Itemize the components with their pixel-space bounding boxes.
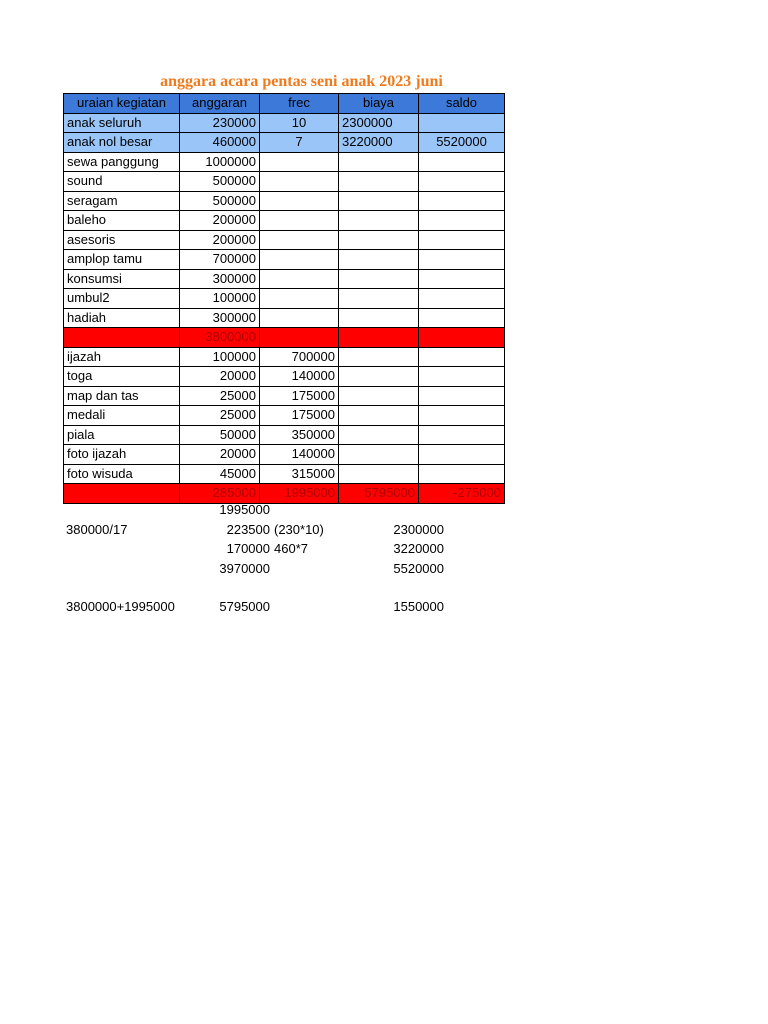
cell-biaya[interactable] bbox=[339, 250, 419, 270]
header-cell[interactable]: uraian kegiatan bbox=[64, 94, 180, 114]
cell-name[interactable]: anak seluruh bbox=[64, 113, 180, 133]
cell-anggaran[interactable]: 700000 bbox=[180, 250, 260, 270]
cell-saldo[interactable]: -275000 bbox=[419, 484, 505, 504]
cell-name[interactable]: ijazah bbox=[64, 347, 180, 367]
cell-saldo[interactable] bbox=[419, 113, 505, 133]
table-row bbox=[64, 386, 505, 406]
cell-anggaran[interactable]: 20000 bbox=[180, 445, 260, 465]
cell-saldo[interactable] bbox=[419, 328, 505, 348]
cell-saldo[interactable] bbox=[419, 406, 505, 426]
cell-anggaran[interactable]: 50000 bbox=[180, 425, 260, 445]
table-row bbox=[64, 250, 505, 270]
table-row bbox=[64, 133, 505, 153]
table-row bbox=[64, 211, 505, 231]
cell-name[interactable]: konsumsi bbox=[64, 269, 180, 289]
table-row bbox=[64, 464, 505, 484]
cell-name[interactable]: baleho bbox=[64, 211, 180, 231]
cell-biaya[interactable] bbox=[339, 308, 419, 328]
cell-saldo[interactable] bbox=[419, 191, 505, 211]
cell-biaya[interactable] bbox=[339, 445, 419, 465]
cell-saldo[interactable] bbox=[419, 308, 505, 328]
cell-biaya[interactable] bbox=[339, 289, 419, 309]
cell-frec[interactable] bbox=[260, 230, 339, 250]
cell-anggaran[interactable]: 285000 bbox=[180, 484, 260, 504]
cell-frec[interactable]: 175000 bbox=[260, 406, 339, 426]
cell-frec[interactable] bbox=[260, 152, 339, 172]
cell-frec[interactable]: 1995000 bbox=[260, 484, 339, 504]
cell-anggaran[interactable]: 3800000 bbox=[180, 328, 260, 348]
cell-name[interactable]: seragam bbox=[64, 191, 180, 211]
cell-anggaran[interactable]: 300000 bbox=[180, 269, 260, 289]
cell-frec[interactable]: 10 bbox=[260, 113, 339, 133]
header-cell[interactable]: anggaran bbox=[180, 94, 260, 114]
cell-name[interactable]: anak nol besar bbox=[64, 133, 180, 153]
note-cell: 2300000 bbox=[393, 522, 444, 537]
cell-biaya[interactable]: 5795000 bbox=[339, 484, 419, 504]
cell-biaya[interactable] bbox=[339, 328, 419, 348]
cell-anggaran[interactable]: 100000 bbox=[180, 289, 260, 309]
cell-name[interactable]: sewa panggung bbox=[64, 152, 180, 172]
cell-frec[interactable]: 700000 bbox=[260, 347, 339, 367]
cell-frec[interactable] bbox=[260, 328, 339, 348]
cell-anggaran[interactable]: 200000 bbox=[180, 211, 260, 231]
note-cell: 1995000 bbox=[219, 502, 270, 517]
cell-anggaran[interactable]: 500000 bbox=[180, 172, 260, 192]
cell-frec[interactable]: 7 bbox=[260, 133, 339, 153]
cell-frec[interactable] bbox=[260, 191, 339, 211]
cell-biaya[interactable] bbox=[339, 386, 419, 406]
cell-saldo[interactable] bbox=[419, 347, 505, 367]
cell-biaya[interactable] bbox=[339, 347, 419, 367]
note-cell: 5795000 bbox=[219, 599, 270, 614]
table-row bbox=[64, 425, 505, 445]
cell-frec[interactable]: 315000 bbox=[260, 464, 339, 484]
note-cell: 3970000 bbox=[219, 561, 270, 576]
table-row bbox=[64, 172, 505, 192]
budget-table bbox=[63, 93, 505, 504]
cell-name[interactable]: umbul2 bbox=[64, 289, 180, 309]
cell-saldo[interactable] bbox=[419, 386, 505, 406]
cell-frec[interactable]: 140000 bbox=[260, 367, 339, 387]
cell-biaya[interactable] bbox=[339, 152, 419, 172]
subtotal-row bbox=[64, 484, 505, 504]
table-row bbox=[64, 289, 505, 309]
sheet-title: anggara acara pentas seni anak 2023 juni bbox=[160, 73, 443, 90]
note-cell: 1550000 bbox=[393, 599, 444, 614]
cell-biaya[interactable] bbox=[339, 425, 419, 445]
cell-anggaran[interactable]: 45000 bbox=[180, 464, 260, 484]
cell-saldo[interactable] bbox=[419, 289, 505, 309]
note-cell: 380000/17 bbox=[66, 522, 128, 537]
table-row bbox=[64, 367, 505, 387]
cell-saldo[interactable] bbox=[419, 269, 505, 289]
cell-biaya[interactable]: 2300000 bbox=[339, 113, 419, 133]
cell-anggaran[interactable]: 200000 bbox=[180, 230, 260, 250]
cell-saldo[interactable]: 5520000 bbox=[419, 133, 505, 153]
cell-anggaran[interactable]: 1000000 bbox=[180, 152, 260, 172]
cell-saldo[interactable] bbox=[419, 230, 505, 250]
cell-name[interactable] bbox=[64, 484, 180, 504]
cell-frec[interactable]: 175000 bbox=[260, 386, 339, 406]
cell-name[interactable]: hadiah bbox=[64, 308, 180, 328]
header-cell[interactable]: saldo bbox=[419, 94, 505, 114]
cell-name[interactable]: piala bbox=[64, 425, 180, 445]
table-row bbox=[64, 230, 505, 250]
cell-biaya[interactable]: 3220000 bbox=[339, 133, 419, 153]
cell-frec[interactable]: 140000 bbox=[260, 445, 339, 465]
subtotal-row bbox=[64, 328, 505, 348]
cell-name[interactable]: foto wisuda bbox=[64, 464, 180, 484]
table-row bbox=[64, 269, 505, 289]
cell-biaya[interactable] bbox=[339, 230, 419, 250]
cell-name[interactable]: foto ijazah bbox=[64, 445, 180, 465]
cell-frec[interactable] bbox=[260, 211, 339, 231]
cell-anggaran[interactable]: 100000 bbox=[180, 347, 260, 367]
cell-name[interactable]: map dan tas bbox=[64, 386, 180, 406]
cell-biaya[interactable] bbox=[339, 191, 419, 211]
note-cell: 170000 bbox=[226, 541, 270, 556]
header-cell[interactable]: biaya bbox=[339, 94, 419, 114]
cell-saldo[interactable] bbox=[419, 250, 505, 270]
cell-frec[interactable] bbox=[260, 289, 339, 309]
cell-anggaran[interactable]: 25000 bbox=[180, 386, 260, 406]
table-row bbox=[64, 406, 505, 426]
cell-biaya[interactable] bbox=[339, 367, 419, 387]
cell-name[interactable]: sound bbox=[64, 172, 180, 192]
cell-biaya[interactable] bbox=[339, 464, 419, 484]
cell-saldo[interactable] bbox=[419, 211, 505, 231]
note-cell: 3220000 bbox=[393, 541, 444, 556]
cell-anggaran[interactable]: 300000 bbox=[180, 308, 260, 328]
cell-biaya[interactable] bbox=[339, 406, 419, 426]
table-row bbox=[64, 191, 505, 211]
cell-saldo[interactable] bbox=[419, 152, 505, 172]
note-cell: 223500 bbox=[226, 522, 270, 537]
cell-saldo[interactable] bbox=[419, 464, 505, 484]
note-cell: 460*7 bbox=[274, 541, 308, 556]
table-row bbox=[64, 113, 505, 133]
table-row bbox=[64, 347, 505, 367]
cell-anggaran[interactable]: 500000 bbox=[180, 191, 260, 211]
cell-name[interactable]: medali bbox=[64, 406, 180, 426]
cell-name[interactable]: amplop tamu bbox=[64, 250, 180, 270]
cell-anggaran[interactable]: 460000 bbox=[180, 133, 260, 153]
cell-frec[interactable]: 350000 bbox=[260, 425, 339, 445]
cell-anggaran[interactable]: 25000 bbox=[180, 406, 260, 426]
table-row bbox=[64, 152, 505, 172]
cell-frec[interactable] bbox=[260, 250, 339, 270]
cell-saldo[interactable] bbox=[419, 445, 505, 465]
table-row bbox=[64, 308, 505, 328]
header-cell[interactable]: frec bbox=[260, 94, 339, 114]
cell-biaya[interactable] bbox=[339, 211, 419, 231]
cell-biaya[interactable] bbox=[339, 172, 419, 192]
header-row bbox=[64, 94, 505, 114]
note-cell: (230*10) bbox=[274, 522, 324, 537]
cell-anggaran[interactable]: 230000 bbox=[180, 113, 260, 133]
cell-biaya[interactable] bbox=[339, 269, 419, 289]
cell-anggaran[interactable]: 20000 bbox=[180, 367, 260, 387]
cell-name[interactable]: toga bbox=[64, 367, 180, 387]
cell-saldo[interactable] bbox=[419, 425, 505, 445]
cell-frec[interactable] bbox=[260, 172, 339, 192]
cell-name[interactable]: asesoris bbox=[64, 230, 180, 250]
cell-saldo[interactable] bbox=[419, 172, 505, 192]
cell-frec[interactable] bbox=[260, 269, 339, 289]
cell-frec[interactable] bbox=[260, 308, 339, 328]
cell-saldo[interactable] bbox=[419, 367, 505, 387]
cell-name[interactable] bbox=[64, 328, 180, 348]
table-row bbox=[64, 445, 505, 465]
note-cell: 5520000 bbox=[393, 561, 444, 576]
note-cell: 3800000+1995000 bbox=[66, 599, 175, 614]
